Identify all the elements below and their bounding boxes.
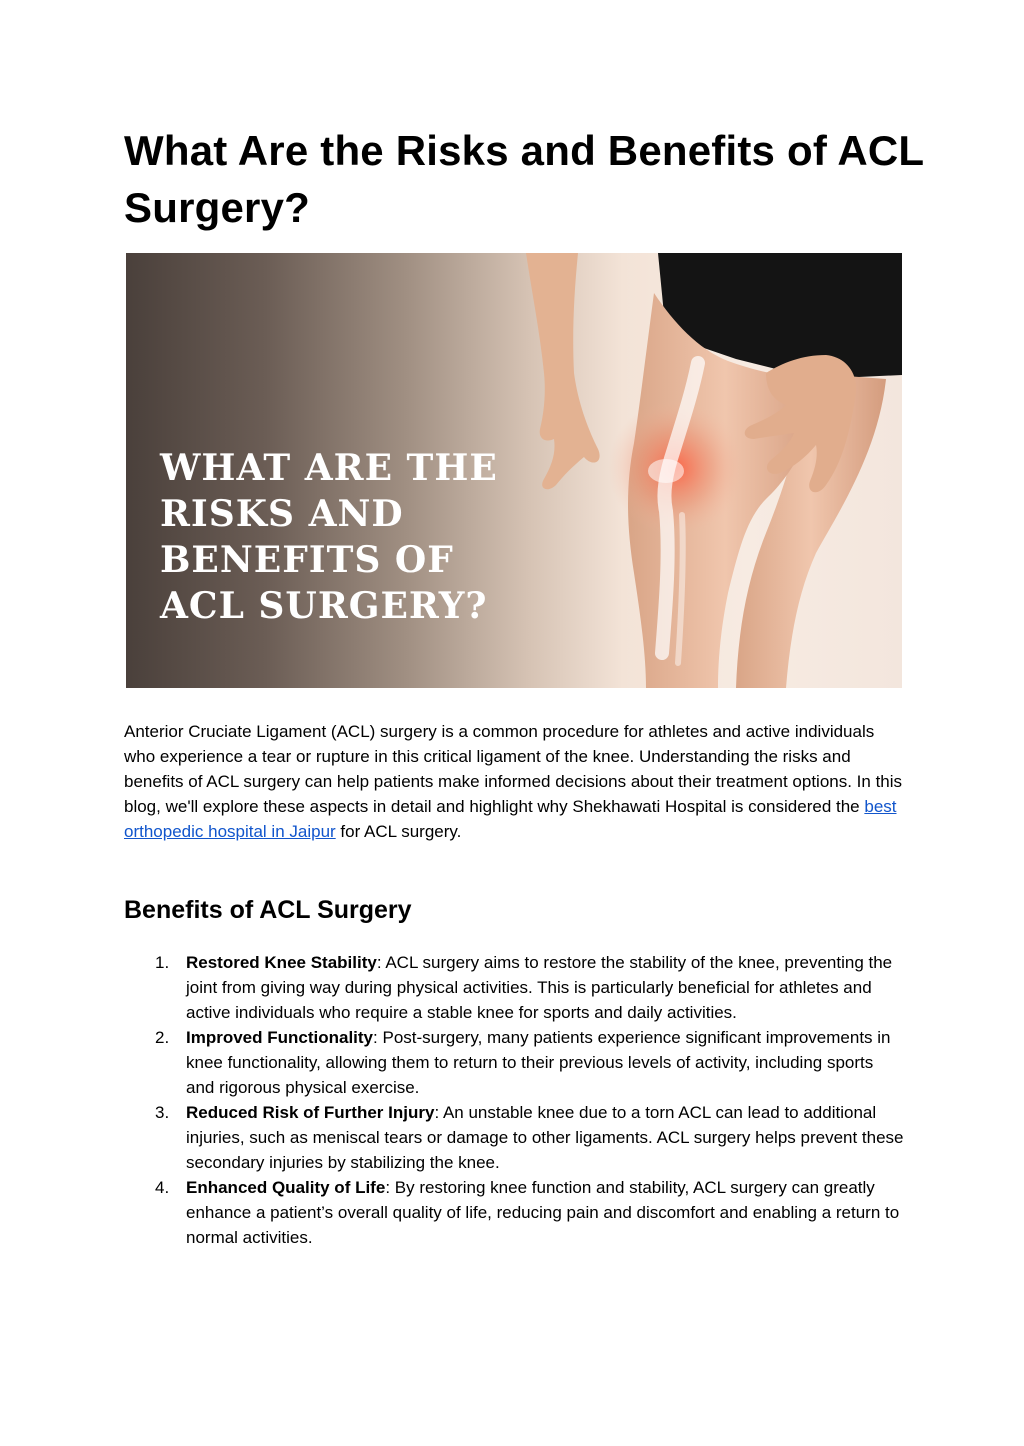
list-item <box>124 1175 904 1250</box>
intro-text-start: Anterior Cruciate Ligament (ACL) surgery is a common procedure for athletes and active individuals who experience a tear or rupture in this critical ligament of the knee. Understanding the risks and benefits of ACL surgery can help patients make informed decisions about their treatment options. In this blog, we'll explore these aspects in detail and highlight why Shekhawati Hospital is considered the <box>124 722 903 816</box>
page-title: What Are the Risks and Benefits of ACL Surgery? <box>124 127 924 231</box>
list-item-text: : By restoring knee function and stability, ACL surgery can greatly enhance a patient’s overall quality of life, reducing pain and discomfort and enabling a return to normal activities. <box>186 1178 900 1247</box>
list-item-number: 3. <box>155 1103 170 1122</box>
list-item-text: : ACL surgery aims to restore the stability of the knee, preventing the joint from giving way during physical activities. This is particularly beneficial for athletes and active individuals who require a stable knee for sports and daily activities. <box>186 953 893 1022</box>
benefits-heading: Benefits of ACL Surgery <box>124 896 412 924</box>
hero-image <box>126 253 902 688</box>
list-item <box>124 1025 904 1100</box>
list-item-number: 4. <box>155 1178 170 1197</box>
list-item <box>124 950 904 1025</box>
list-item-number: 1. <box>155 953 170 972</box>
list-item-text: : An unstable knee due to a torn ACL can lead to additional injuries, such as meniscal tears or damage to other ligaments. ACL surgery helps prevent these secondary injuries by stabilizing the knee. <box>186 1103 904 1172</box>
list-item-term: Reduced Risk of Further Injury <box>186 1103 435 1122</box>
benefits-list <box>124 950 904 1250</box>
list-item-term: Restored Knee Stability <box>186 953 377 972</box>
list-item-number: 2. <box>155 1028 170 1047</box>
intro-text-end: for ACL surgery. <box>335 822 462 841</box>
intro-paragraph <box>124 719 904 844</box>
list-item-term: Enhanced Quality of Life <box>186 1178 386 1197</box>
list-item-text: : Post-surgery, many patients experience significant improvements in knee functionality, allowing them to return to their previous levels of activity, including sports and rigorous physical exercise. <box>186 1028 891 1097</box>
list-item <box>124 1100 904 1175</box>
hero-title-text: WHAT ARE THE RISKS AND BENEFITS OF ACL SURGERY? <box>160 447 498 627</box>
list-item-term: Improved Functionality <box>186 1028 374 1047</box>
orthopedic-hospital-link[interactable]: best orthopedic hospital in Jaipur <box>124 797 897 841</box>
